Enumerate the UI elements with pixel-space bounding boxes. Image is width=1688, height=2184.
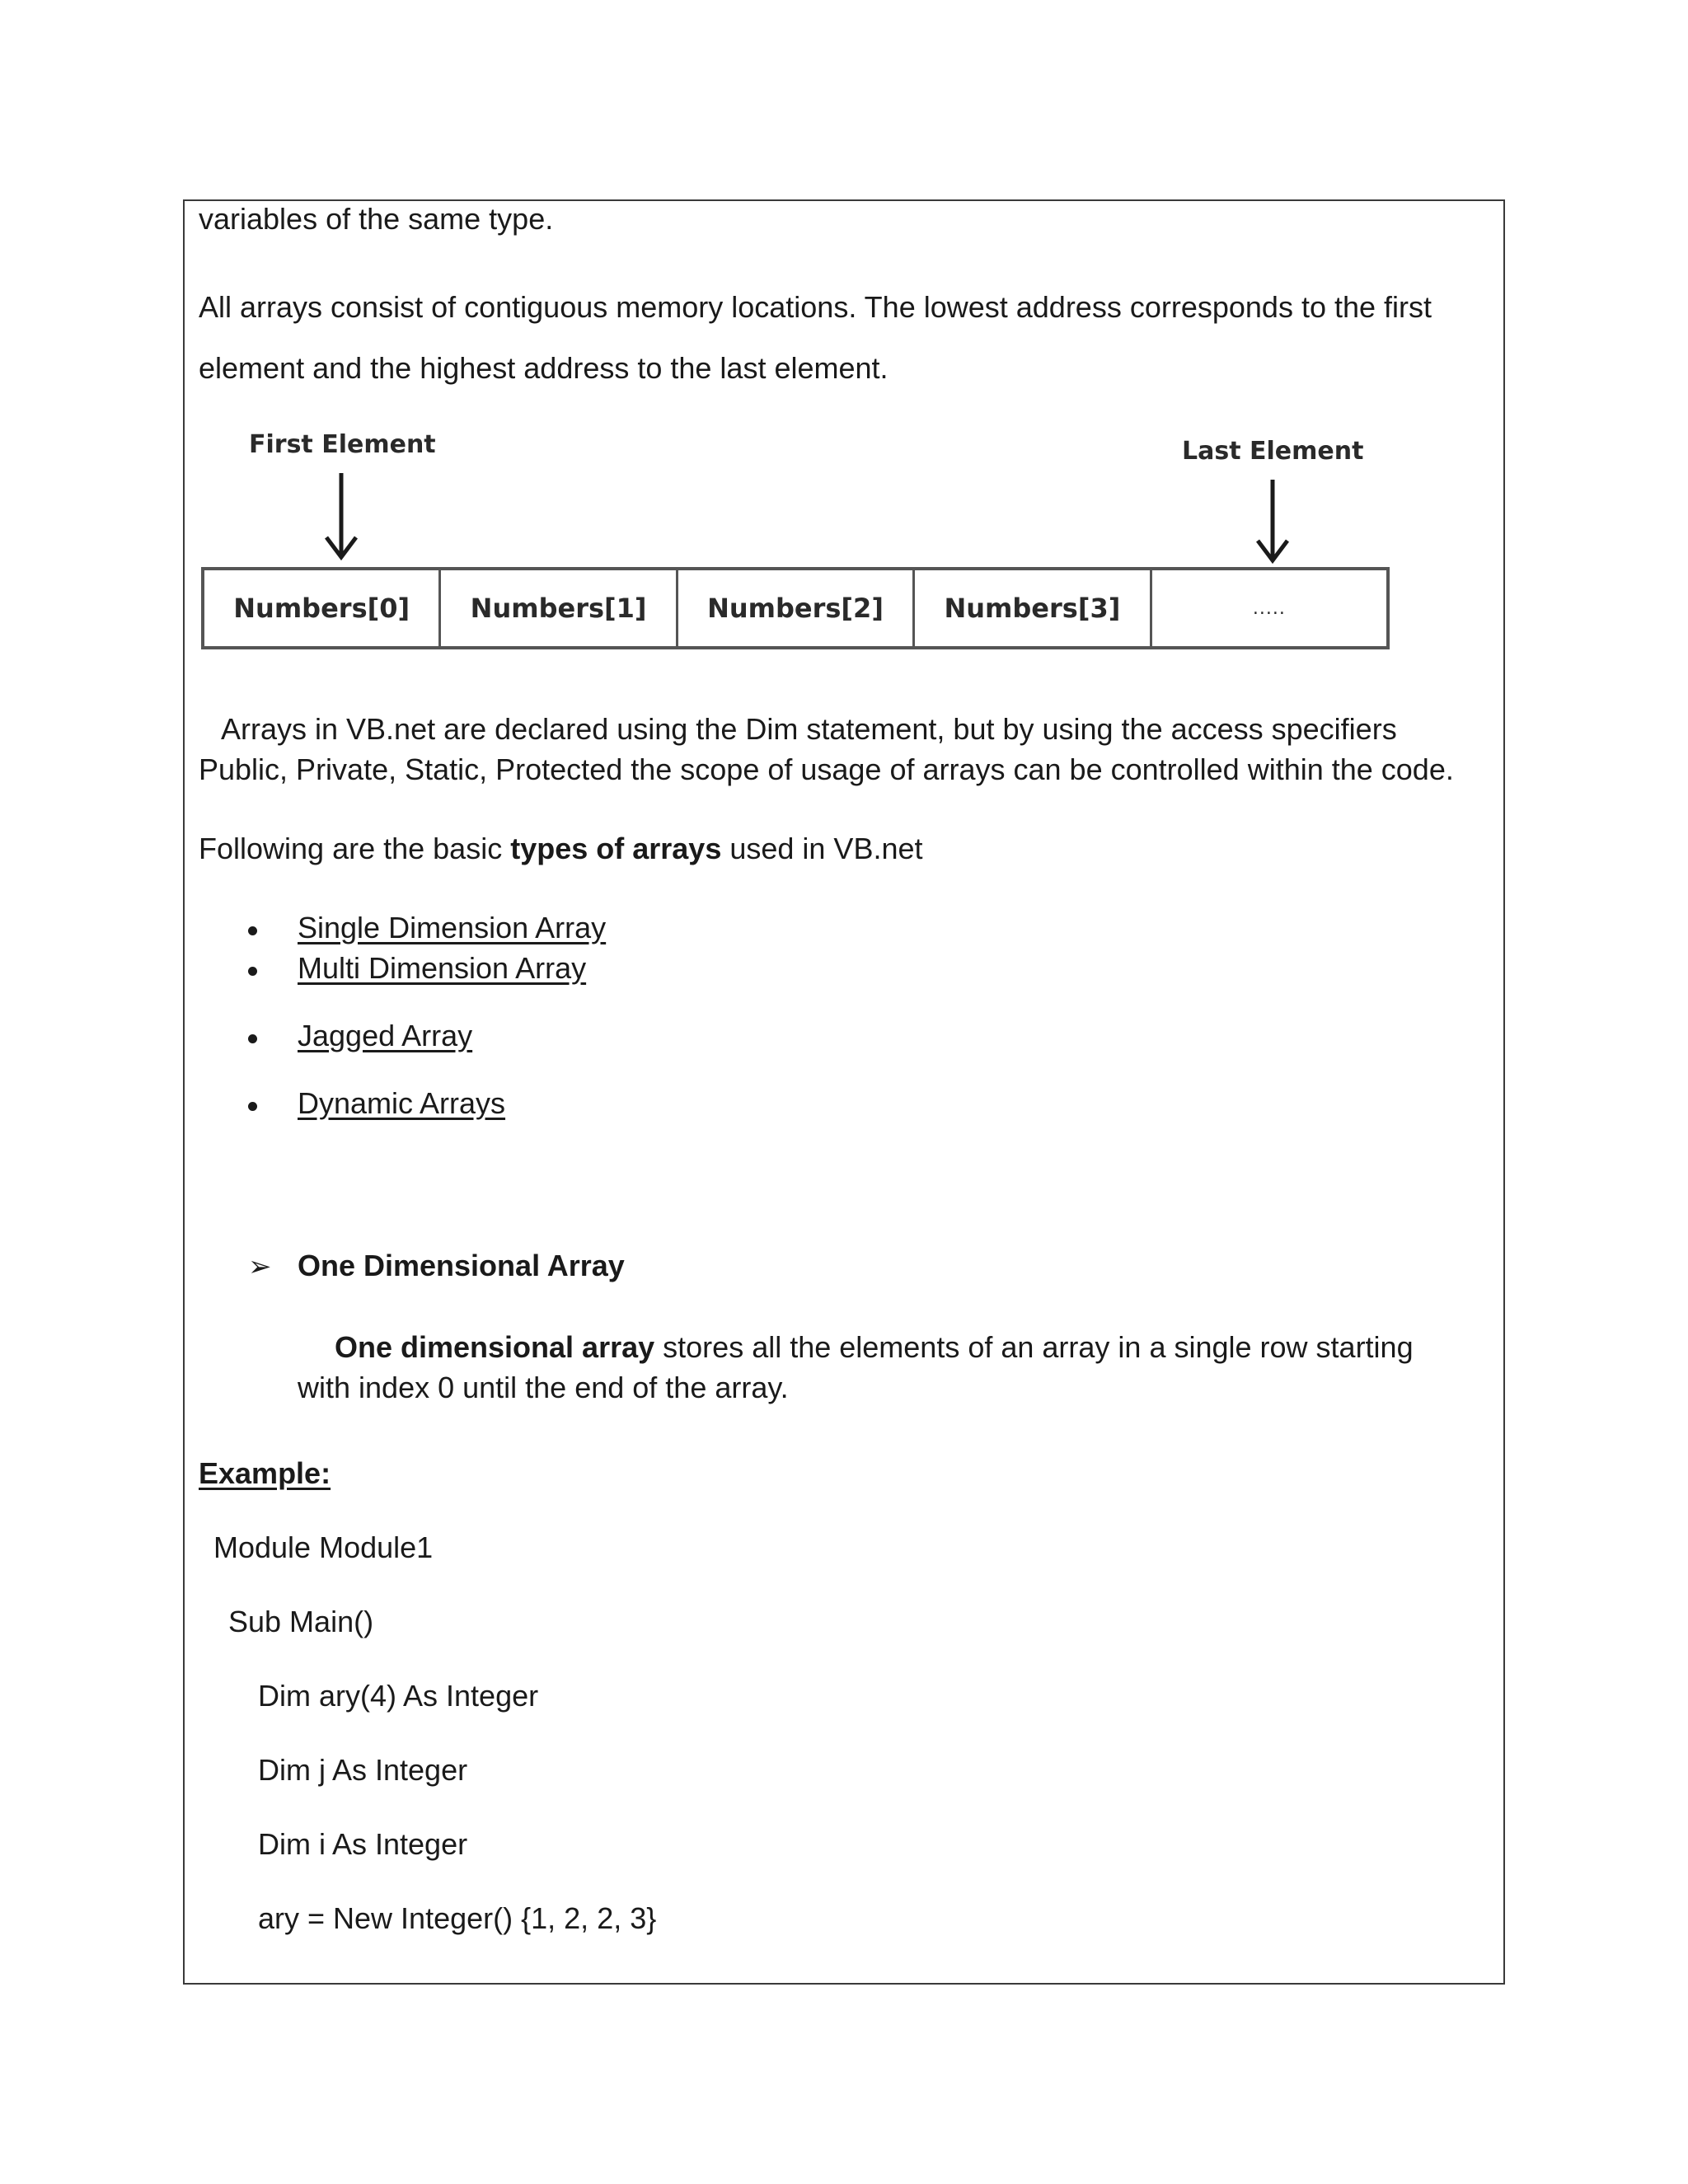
link-jagged-array[interactable]: Jagged Array <box>298 1019 473 1052</box>
first-element-arrow-icon <box>323 471 359 562</box>
intro-line: variables of the same type. <box>199 202 554 236</box>
bullet-icon <box>248 1034 257 1043</box>
bullet-icon <box>248 967 257 976</box>
link-single-dimension-array[interactable]: Single Dimension Array <box>298 911 607 944</box>
first-element-label: First Element <box>249 430 436 459</box>
one-dimensional-desc-line-1 <box>335 1329 1414 1367</box>
one-dimensional-desc-rest: stores all the elements of an array in a single row starting <box>654 1330 1414 1364</box>
last-element-label: Last Element <box>1182 437 1364 466</box>
one-dimensional-heading: One Dimensional Array <box>298 1249 625 1282</box>
bullet-icon <box>248 1102 257 1111</box>
intro-paragraph-line-1: All arrays consist of contiguous memory locations. The lowest address corresponds to the first <box>199 290 1432 324</box>
one-dimensional-desc-line-2: with index 0 until the end of the array. <box>298 1371 789 1404</box>
code-line: Dim i As Integer <box>258 1827 468 1861</box>
link-dynamic-arrays[interactable]: Dynamic Arrays <box>298 1086 506 1120</box>
array-cell-1: Numbers[1] <box>441 570 678 646</box>
bullet-icon <box>248 926 257 935</box>
example-label: Example: <box>199 1456 331 1490</box>
declaration-line-1: Arrays in VB.net are declared using the Dim statement, but by using the access specifiers <box>221 712 1397 746</box>
types-lead-bold: types of arrays <box>510 832 722 865</box>
array-cell-0: Numbers[0] <box>204 570 441 646</box>
types-lead-post: used in VB.net <box>721 832 923 865</box>
code-line: Dim ary(4) As Integer <box>258 1679 539 1713</box>
declaration-line-2: Public, Private, Static, Protected the scope of usage of arrays can be controlled within the code. <box>199 752 1454 786</box>
code-line: Sub Main() <box>228 1605 374 1638</box>
array-cell-more: ..... <box>1252 598 1286 619</box>
link-multi-dimension-array[interactable]: Multi Dimension Array <box>298 951 587 985</box>
one-dimensional-desc-bold: One dimensional array <box>335 1330 655 1364</box>
types-lead <box>199 830 923 869</box>
last-element-arrow-icon <box>1254 478 1291 565</box>
intro-paragraph-line-2: element and the highest address to the last element. <box>199 351 889 385</box>
code-line: ary = New Integer() {1, 2, 2, 3} <box>258 1901 657 1935</box>
code-line: Module Module1 <box>213 1530 434 1564</box>
arrowhead-bullet-icon: ➢ <box>248 1251 272 1282</box>
array-cell-3: Numbers[3] <box>915 570 1151 646</box>
code-line: Dim j As Integer <box>258 1753 468 1787</box>
array-cell-2: Numbers[2] <box>678 570 915 646</box>
array-cells <box>201 567 1390 649</box>
types-lead-pre: Following are the basic <box>199 832 511 865</box>
